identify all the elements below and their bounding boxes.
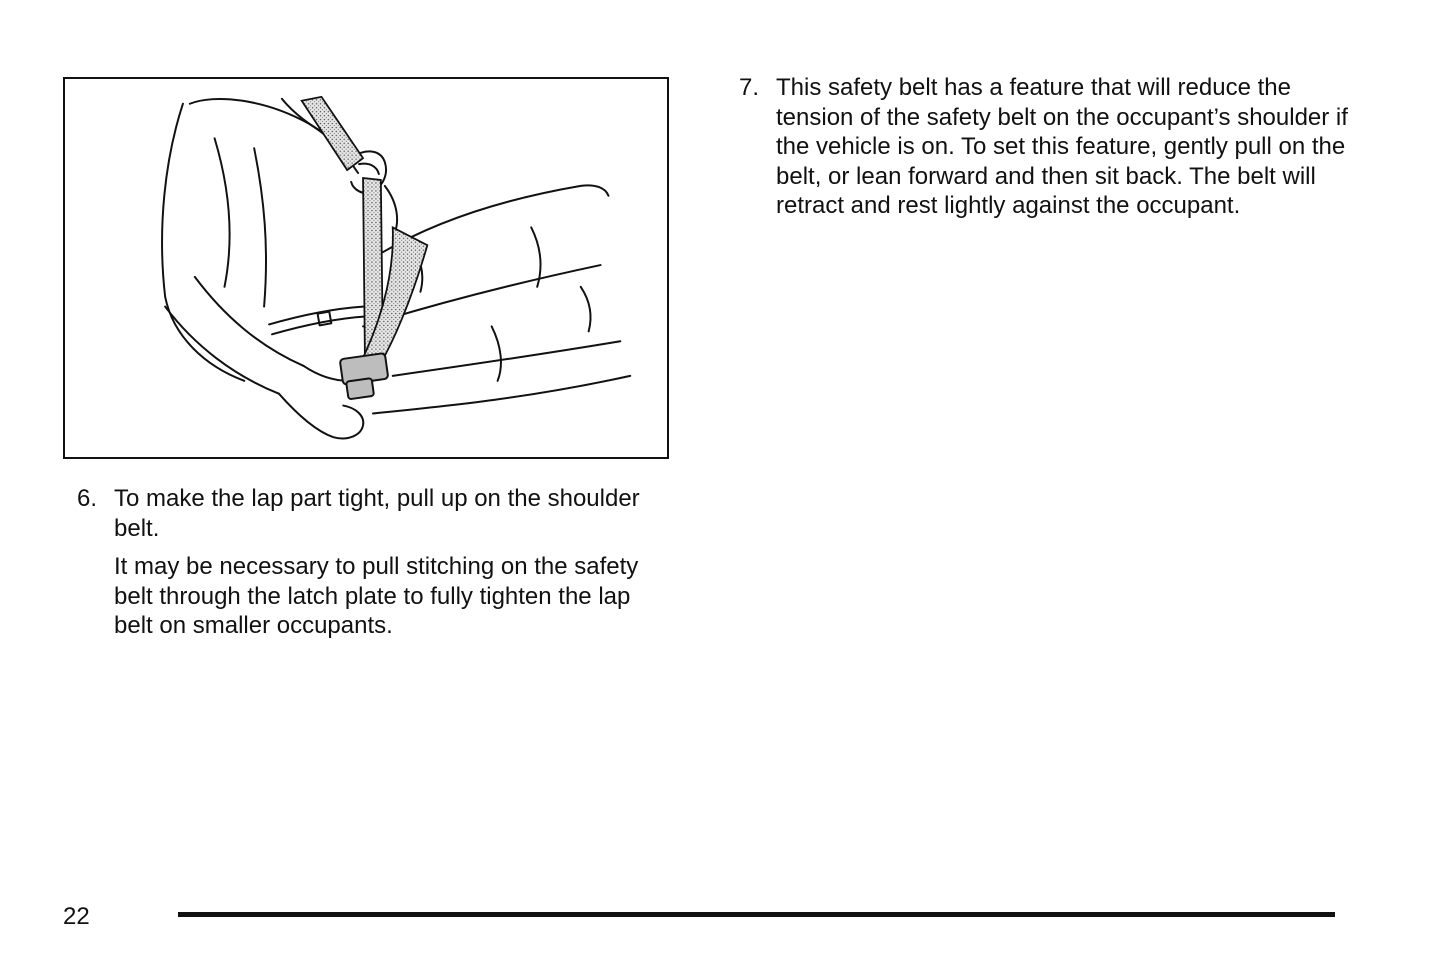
step-paragraph: It may be necessary to pull stitching on the safety belt through the latch plate to fully tighten the lap belt on smaller occupants.: [114, 553, 639, 639]
step-number: 6.: [77, 485, 98, 512]
latch-plate: [340, 353, 389, 399]
page-number: 22: [63, 903, 90, 930]
step-6: [77, 484, 657, 641]
step-paragraph: To make the lap part tight, pull up on the shoulder belt.: [114, 485, 640, 542]
lower-hand: [279, 394, 363, 439]
back-outline: [162, 104, 244, 381]
step-paragraph: This safety belt has a feature that will reduce the tension of the safety belt on the occupant’s shoulder if the vehicle is on. To set this feature, gently pull on the belt, or lean forward and then sit back. The belt will retract and rest lightly against the occupant.: [776, 74, 1348, 219]
lower-leg-outline: [373, 376, 630, 414]
seatbelt-illustration: [65, 79, 667, 457]
step-body: [776, 73, 1359, 221]
step-7: [739, 73, 1359, 221]
footer-rule: [178, 912, 1335, 917]
step-number: 7.: [739, 74, 760, 101]
step-body: [114, 484, 657, 641]
illustration-frame: [63, 77, 669, 459]
thigh-line-2: [393, 341, 621, 376]
arm-outline: [165, 307, 279, 394]
shoulder-belt-upper: [302, 97, 363, 170]
waist-belt: [269, 307, 363, 325]
